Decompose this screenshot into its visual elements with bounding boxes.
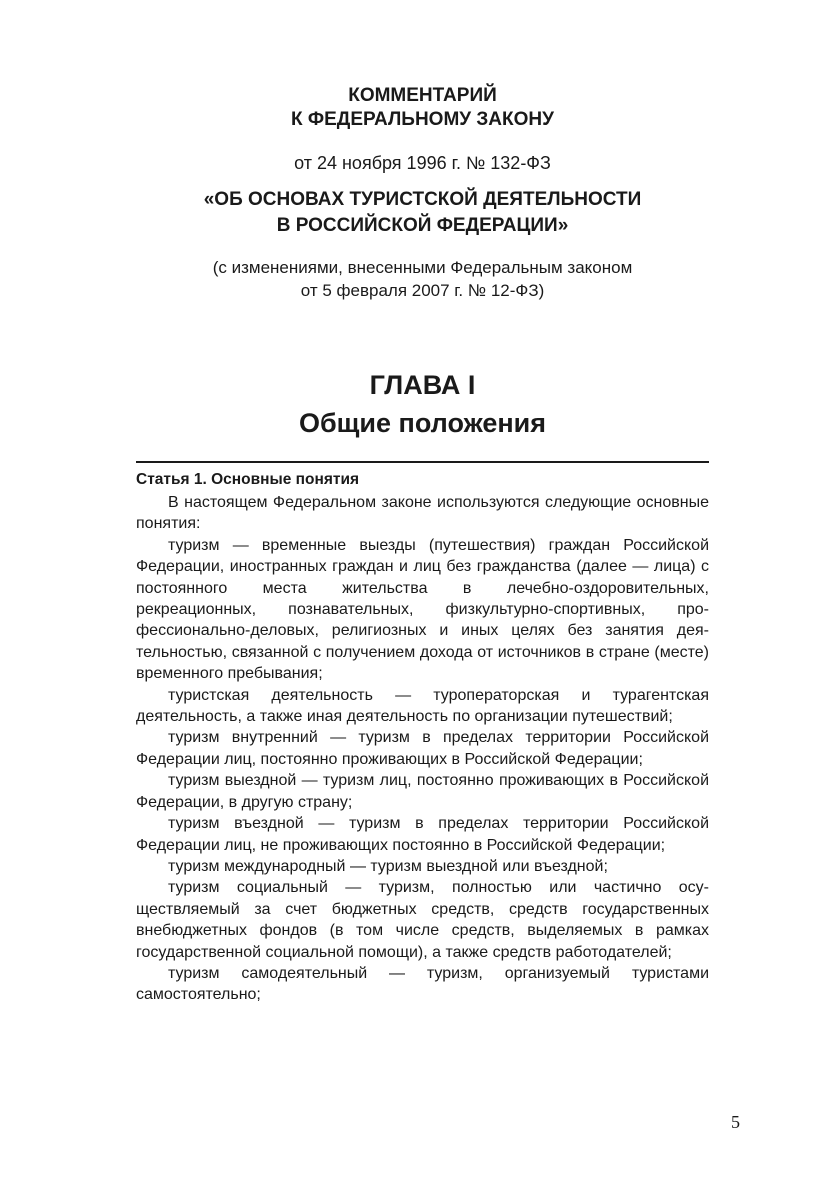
amendments-note [136,256,709,302]
amendments-note-line1: (с изменениями, внесенными Федеральным законом [212,258,633,277]
commentary-heading-line1: КОММЕНТАРИЙ [348,85,497,106]
article-paragraph: туристская деятельность — туроператорская и турагентская деятельность, а также иная деятельность по организации путешествий; [136,686,709,726]
commentary-heading [136,84,709,132]
article-paragraph: туризм выездной — туризм лиц, постоянно проживающих в Российской Федерации, в другую страну; [136,772,709,811]
article-body [136,492,709,1006]
page-number: 5 [731,1112,740,1132]
article-paragraph: В настоящем Федеральном законе используются следующие основные понятия: [136,494,709,533]
article-paragraph: туризм въездной — туризм в пределах территории Российской Федерации лиц, не проживающих постоянно в Российской Федерации; [136,815,709,854]
amendments-note-line2: от 5 февраля 2007 г. № 12-ФЗ) [300,281,545,300]
law-title-line2: В РОССИЙСКОЙ ФЕДЕРАЦИИ» [276,215,569,236]
law-title [136,187,709,239]
article-paragraph: туризм международный — туризм выездной или въездной; [168,857,608,875]
chapter-heading [136,366,709,442]
section-divider [136,461,709,463]
commentary-heading-line2: К ФЕДЕРАЛЬНОМУ ЗАКОНУ [291,109,554,130]
chapter-number: ГЛАВА I [369,370,476,400]
article-paragraph: туризм социальный — туризм, полностью или частично осуществляемый за счет бюджетных средств, средств государственных внебюджетных фондов (в том числе средств, выделяемых в рамках государственной социальной помощи), а также средств работодателей; [136,879,709,961]
article-title: Статья 1. Основные понятия [136,471,360,488]
article-paragraph: туризм самодеятельный — туризм, организуемый туристами самостоятельно; [136,964,709,1004]
law-title-line1: «ОБ ОСНОВАХ ТУРИСТСКОЙ ДЕЯТЕЛЬНОСТИ [203,189,642,210]
article-paragraph: туризм — временные выезды (путешествия) граждан Российской Федерации, иностранных граждан и лиц без гражданства (далее — лица) с постоянного места жительства в лечебно-оздоровительных, рекреационных, познавательных, физкультурно-спортивных, профессионально-деловых, религиозных и иных целях без занятия деятельностью, связанной с получением дохода от источников в стране (месте) временного пребывания; [136,536,709,683]
law-date: от 24 ноября 1996 г. № 132-ФЗ [294,153,551,173]
chapter-title: Общие положения [298,408,547,438]
article-paragraph: туризм внутренний — туризм в пределах территории Российской Федерации лиц, постоянно проживающих в Российской Федерации; [136,729,709,768]
